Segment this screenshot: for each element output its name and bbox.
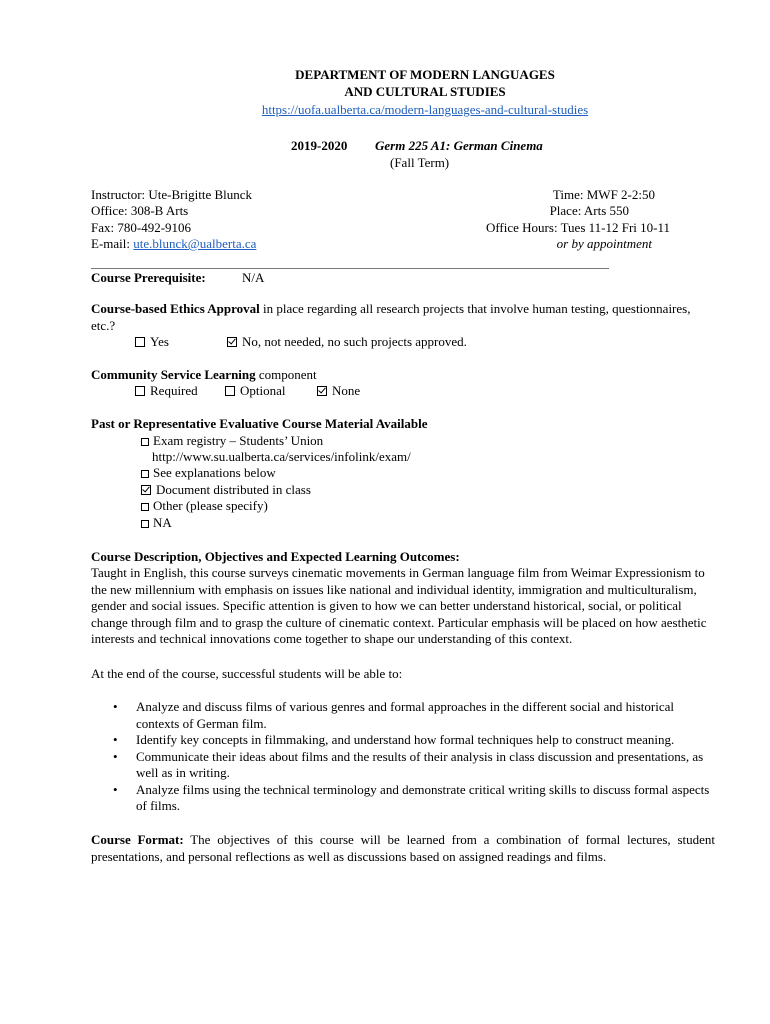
exam-registry-label: Exam registry – Students’ Union: [153, 433, 324, 448]
list-item: [91, 782, 716, 815]
course-format-heading: Course Format:: [91, 832, 184, 847]
list-item: [91, 749, 716, 782]
bullet-icon: •: [113, 781, 118, 797]
office-hours-appointment: or by appointment: [556, 236, 652, 251]
ethics-yes-checkbox[interactable]: [135, 337, 145, 347]
community-none-label: None: [332, 383, 361, 398]
community-optional-option[interactable]: [225, 383, 286, 399]
ethics-text: in place regarding all research projects that involve human testing, questionnaires, etc.?: [91, 301, 691, 333]
bullet-icon: •: [113, 748, 118, 764]
other-label: Other (please specify): [153, 498, 268, 513]
ethics-no-option[interactable]: [227, 334, 467, 350]
ethics-no-label: No, not needed, no such projects approved.: [242, 334, 467, 349]
evaluative-option-other[interactable]: [141, 498, 268, 514]
course-format-text: The objectives of this course will be learned from a combination of formal lectures, student presentations, and personal reflections as well as discussions based on assigned readings and films.: [91, 832, 716, 864]
evaluative-material-heading: Past or Representative Evaluative Course Material Available: [91, 416, 428, 431]
instructor-fax: Fax: 780-492-9106: [91, 220, 192, 235]
exam-registry-url: http://www.su.ualberta.ca/services/infolink/exam/: [152, 449, 411, 464]
list-item: [91, 699, 716, 732]
document-label: Document distributed in class: [156, 482, 311, 497]
office-hours: Office Hours: Tues 11-12 Fri 10-11: [485, 220, 670, 235]
ethics-question: [91, 301, 716, 334]
community-service-text: component: [255, 367, 317, 382]
na-label: NA: [153, 515, 172, 530]
exam-registry-checkbox[interactable]: [141, 438, 149, 446]
class-place: Place: Arts 550: [549, 203, 629, 218]
evaluative-option-na[interactable]: [141, 515, 172, 531]
document-checkbox[interactable]: [141, 485, 151, 495]
instructor-office: Office: 308-B Arts: [91, 203, 189, 218]
ethics-yes-label: Yes: [150, 334, 169, 349]
department-title-line2: AND CULTURAL STUDIES: [344, 84, 506, 99]
department-url-wrapper: [0, 101, 770, 118]
list-item: [91, 732, 716, 749]
prerequisite-label: Course Prerequisite:: [91, 270, 206, 285]
explanations-checkbox[interactable]: [141, 470, 149, 478]
outcome-text: Communicate their ideas about films and the results of their analysis in class discussion and presentations, as well as in writing.: [136, 748, 704, 780]
outcomes-intro: At the end of the course, successful students will be able to:: [91, 666, 403, 681]
description-heading: Course Description, Objectives and Expected Learning Outcomes:: [91, 549, 460, 564]
email-label: E-mail:: [91, 236, 134, 251]
course-format-paragraph: [91, 832, 715, 865]
instructor-email-link[interactable]: ute.blunck@ualberta.ca: [133, 236, 257, 251]
academic-year: 2019-2020: [291, 138, 348, 153]
community-none-checkbox[interactable]: [317, 386, 327, 396]
department-title-line1: DEPARTMENT OF MODERN LANGUAGES: [295, 67, 555, 82]
course-title: Germ 225 A1: German Cinema: [375, 138, 543, 153]
outcome-text: Identify key concepts in filmmaking, and understand how formal techniques help to construct meaning.: [136, 732, 675, 747]
community-service-heading: Community Service Learning: [91, 367, 256, 382]
bullet-icon: •: [113, 699, 118, 714]
community-none-option[interactable]: [317, 383, 360, 399]
community-required-checkbox[interactable]: [135, 386, 145, 396]
instructor-name: Instructor: Ute-Brigitte Blunck: [91, 187, 253, 202]
learning-outcomes-list: [91, 699, 716, 815]
community-service-question: [91, 367, 317, 383]
bullet-icon: •: [113, 732, 118, 747]
explanations-label: See explanations below: [153, 465, 276, 480]
ethics-yes-option[interactable]: [135, 334, 169, 350]
community-required-label: Required: [150, 383, 198, 398]
description-body: Taught in English, this course surveys cinematic movements in German language film from Weimar Expressionism to the new millennium with emphasis on issues like national and individual identity, immigration and multiculturalism, gender and social issues. Specific attention is given to how we can better understand historical, social, or political change through film and to grasp the culture of cinematic context. Particular emphasis will be placed on how aesthetic interests and technical innovations come together to shape our understanding of this context.: [91, 565, 707, 646]
ethics-no-checkbox[interactable]: [227, 337, 237, 347]
evaluative-option-document[interactable]: [141, 482, 311, 498]
prerequisite-value: N/A: [242, 270, 265, 285]
community-required-option[interactable]: [135, 383, 198, 399]
section-divider: [91, 268, 609, 269]
other-checkbox[interactable]: [141, 503, 149, 511]
course-term: (Fall Term): [390, 155, 450, 170]
department-url-link[interactable]: https://uofa.ualberta.ca/modern-languages-and-cultural-studies: [261, 102, 589, 117]
evaluative-option-exam-registry[interactable]: [141, 433, 323, 449]
community-optional-label: Optional: [240, 383, 286, 398]
ethics-heading: Course-based Ethics Approval: [91, 301, 260, 316]
outcome-text: Analyze and discuss films of various genres and formal approaches in the different social and historical contexts of German film.: [136, 699, 675, 731]
evaluative-option-explanations[interactable]: [141, 465, 276, 481]
outcome-text: Analyze films using the technical terminology and demonstrate critical writing skills to discuss formal aspects of films.: [136, 781, 710, 813]
class-time: Time: MWF 2-2:50: [552, 187, 655, 202]
community-optional-checkbox[interactable]: [225, 386, 235, 396]
na-checkbox[interactable]: [141, 520, 149, 528]
instructor-email-row: [91, 236, 256, 252]
